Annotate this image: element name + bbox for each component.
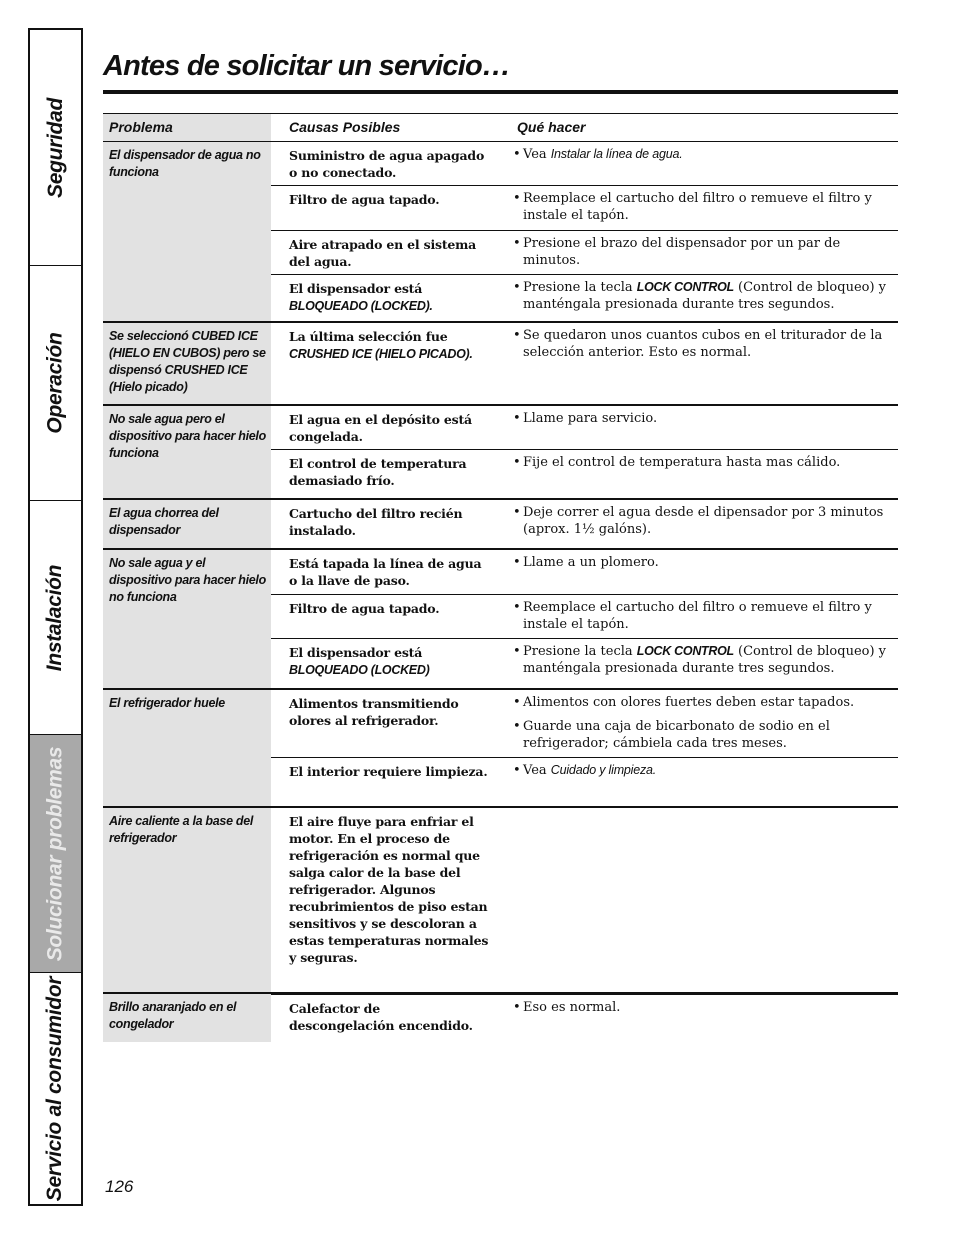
- reference-link[interactable]: Instalar la línea de agua.: [550, 147, 683, 161]
- what-cell: • Presione el brazo del dispensador por un par de minutos.: [499, 231, 898, 274]
- what-cell: • Fije el control de temperatura hasta mas cálido.: [513, 455, 841, 470]
- what-text: Vea: [523, 763, 551, 778]
- table-row: [271, 185, 898, 230]
- tab-seguridad-label: Seguridad: [43, 97, 67, 198]
- section-tabs: [28, 28, 83, 1206]
- what-cell: • Llame para servicio.: [513, 411, 658, 426]
- cause-cell: El aire fluye para enfriar el motor. En el proceso de refrigeración es normal que salga calor de la base del refrigerador. Algunos recubrimientos de piso estan sensitivos y se descoloran a estas temperaturas normales y seguras.: [289, 814, 489, 965]
- what-text: Alimentos con olores fuertes deben estar tapados.: [523, 695, 855, 710]
- cause-emphasis: BLOQUEADO (LOCKED).: [289, 299, 433, 313]
- what-cell: • Reemplace el cartucho del filtro o remueve el filtro y instale el tapón.: [499, 186, 898, 230]
- cause-cell: Filtro de agua tapado.: [289, 601, 440, 616]
- what-text: Llame para servicio.: [523, 411, 658, 426]
- tab-servicio-consumidor-label: Servicio al consumidor: [43, 976, 67, 1201]
- what-text: Llame a un plomero.: [523, 555, 659, 570]
- cause-emphasis: CRUSHED ICE (HIELO PICADO).: [289, 347, 473, 361]
- cause-text: El dispensador está: [289, 645, 423, 660]
- cause-emphasis: BLOQUEADO (LOCKED): [289, 663, 430, 677]
- what-text: Presione el brazo del dispensador por un par de minutos.: [523, 236, 841, 268]
- troubleshooting-table: [103, 113, 898, 1042]
- problem-cell: El refrigerador huele: [103, 690, 271, 806]
- tab-instalacion-label: Instalación: [43, 564, 67, 671]
- tab-solucionar-problemas[interactable]: [30, 735, 81, 973]
- tab-operacion-label: Operación: [43, 332, 67, 434]
- problem-cell: El dispensador de agua no funciona: [103, 142, 271, 321]
- problem-group: [103, 808, 898, 994]
- what-text: (Control de bloqueo) y manténgala presionada durante tres segundos.: [523, 644, 887, 676]
- what-text: Vea: [523, 147, 551, 162]
- table-row: [271, 808, 898, 992]
- header-problem: Problema: [103, 114, 271, 141]
- what-cell: • Eso es normal.: [513, 1000, 621, 1015]
- table-row: [271, 594, 898, 638]
- problem-group: [103, 690, 898, 808]
- reference-link[interactable]: Cuidado y limpieza.: [550, 763, 657, 777]
- key-name: LOCK CONTROL: [636, 280, 734, 294]
- what-cell: • Presione la tecla LOCK CONTROL (Control de bloqueo) y manténgala presionada durante tres segundos.: [513, 280, 887, 312]
- what-text: Eso es normal.: [523, 1000, 621, 1015]
- what-text: (Control de bloqueo) y manténgala presionada durante tres segundos.: [523, 280, 887, 312]
- what-text: Fije el control de temperatura hasta mas cálido.: [523, 455, 841, 470]
- cause-text: El dispensador está: [289, 281, 423, 296]
- problem-cell: Brillo anaranjado en el congelador: [103, 994, 271, 1042]
- tab-solucionar-problemas-label: Solucionar problemas: [43, 746, 67, 961]
- header-what-to-do: Qué hacer: [517, 119, 586, 135]
- table-row: [271, 406, 898, 449]
- page-number: 126: [105, 1177, 134, 1196]
- problem-cell: No sale agua pero el dispositivo para hacer hielo funciona: [103, 406, 271, 498]
- table-row: [271, 274, 898, 321]
- table-row: [271, 690, 898, 757]
- problem-group: [103, 500, 898, 550]
- what-cell: • Presione la tecla LOCK CONTROL (Control de bloqueo) y manténgala presionada durante tres segundos.: [513, 644, 887, 676]
- problem-group: [103, 323, 898, 406]
- what-cell: • Se quedaron unos cuantos cubos en el triturador de la selección anterior. Esto es normal.: [499, 323, 898, 371]
- cause-cell: Está tapada la línea de agua o la llave de paso.: [289, 556, 482, 588]
- what-text: Se quedaron unos cuantos cubos en el triturador de la selección anterior. Esto es normal.: [523, 328, 883, 360]
- table-row: [271, 638, 898, 688]
- problem-group: [103, 406, 898, 500]
- cause-cell: [271, 639, 499, 688]
- what-cell: • Vea Cuidado y limpieza.: [513, 763, 657, 778]
- table-row: [271, 142, 898, 185]
- cause-cell: El agua en el depósito está congelada.: [289, 412, 472, 444]
- problem-cell: Se seleccionó CUBED ICE (HIELO EN CUBOS) pero se dispensó CRUSHED ICE (Hielo picado): [103, 323, 271, 404]
- what-cell: • Deje correr el agua desde el dipensador por 3 minutos (aprox. 1½ galóns).: [499, 500, 898, 548]
- tab-operacion[interactable]: [30, 266, 81, 501]
- table-header: [103, 113, 898, 142]
- problem-cell: El agua chorrea del dispensador: [103, 500, 271, 548]
- what-cell: • Reemplace el cartucho del filtro o remueve el filtro y instale el tapón.: [499, 595, 898, 638]
- key-name: LOCK CONTROL: [636, 644, 734, 658]
- cause-text: La última selección fue: [289, 329, 448, 344]
- problem-group: [103, 142, 898, 323]
- table-row: [271, 550, 898, 594]
- cause-cell: Aire atrapado en el sistema del agua.: [289, 237, 477, 269]
- cause-cell: Cartucho del filtro recién instalado.: [289, 506, 463, 538]
- what-text: Deje correr el agua desde el dipensador por 3 minutos (aprox. 1½ galóns).: [523, 505, 884, 537]
- page-title: Antes de solicitar un servicio…: [103, 50, 511, 82]
- title-rule: [103, 90, 898, 94]
- cause-cell: El interior requiere limpieza.: [289, 764, 488, 779]
- cause-cell: [271, 323, 499, 371]
- what-text: Presione la tecla: [523, 280, 637, 295]
- problem-cell: Aire caliente a la base del refrigerador: [103, 808, 271, 992]
- what-cell: [499, 808, 898, 992]
- problem-group: [103, 994, 898, 1042]
- table-row: [271, 230, 898, 274]
- cause-cell: [271, 275, 499, 321]
- tab-servicio-consumidor[interactable]: [30, 973, 81, 1204]
- problem-group: [103, 550, 898, 690]
- table-row: [271, 757, 898, 806]
- what-cell: • Llame a un plomero.: [513, 555, 659, 570]
- table-row: [271, 323, 898, 371]
- header-causes: Causas Posibles: [289, 119, 401, 135]
- cause-cell: Filtro de agua tapado.: [289, 192, 440, 207]
- cause-cell: Suministro de agua apagado o no conectado.: [289, 148, 485, 180]
- what-text: Reemplace el cartucho del filtro o remueve el filtro y instale el tapón.: [523, 191, 872, 223]
- tab-instalacion[interactable]: [30, 501, 81, 735]
- cause-cell: Alimentos transmitiendo olores al refrigerador.: [289, 696, 459, 728]
- table-row: [271, 449, 898, 498]
- problem-cell: No sale agua y el dispositivo para hacer hielo no funciona: [103, 550, 271, 688]
- what-cell: • Vea Instalar la línea de agua.: [513, 147, 683, 162]
- what-cell: • Alimentos con olores fuertes deben estar tapados. • Guarde una caja de bicarbonato de sodio en el refrigerador; cámbiela cada tres meses.: [499, 690, 898, 757]
- tab-seguridad[interactable]: [30, 30, 81, 266]
- what-text: Presione la tecla: [523, 644, 637, 659]
- table-row: [271, 995, 898, 1042]
- what-text: Reemplace el cartucho del filtro o remueve el filtro y instale el tapón.: [523, 600, 872, 632]
- what-text: Guarde una caja de bicarbonato de sodio en el refrigerador; cámbiela cada tres meses.: [523, 719, 830, 751]
- table-row: [271, 500, 898, 548]
- cause-cell: El control de temperatura demasiado frío.: [289, 456, 467, 488]
- cause-cell: Calefactor de descongelación encendido.: [289, 1001, 473, 1033]
